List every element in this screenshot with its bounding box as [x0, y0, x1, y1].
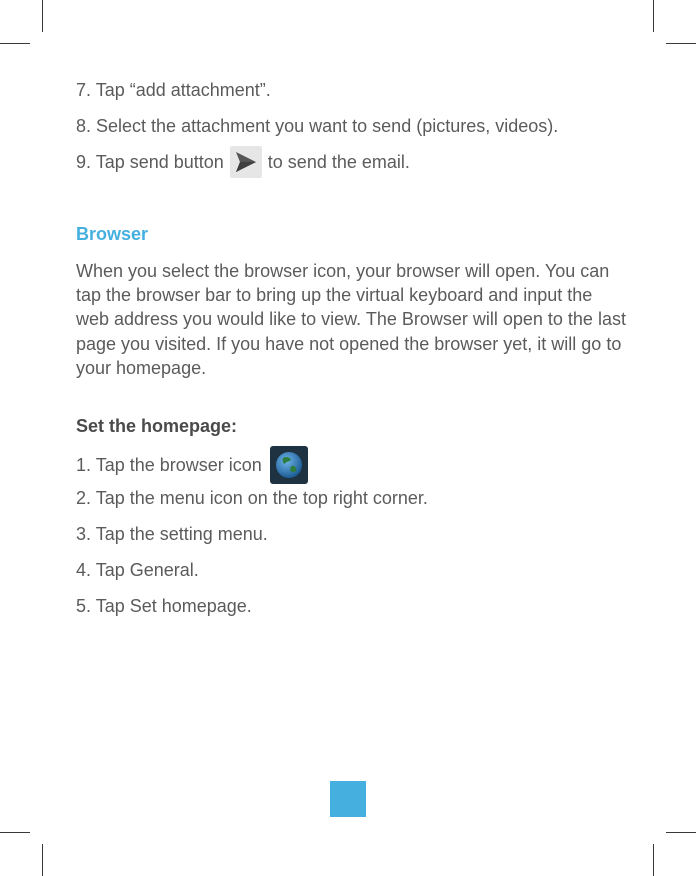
crop-mark-bottom-left-horizontal [0, 832, 30, 833]
step-8: 8. Select the attachment you want to send (pictures, videos). [76, 116, 559, 136]
set-homepage-heading: Set the homepage: [76, 416, 238, 436]
crop-mark-bottom-right-horizontal [666, 832, 696, 833]
step-9-text-before: 9. Tap send button [76, 152, 224, 172]
globe-icon [270, 446, 308, 484]
homepage-step-3: 3. Tap the setting menu. [76, 524, 268, 544]
crop-mark-top-left-vertical [42, 0, 43, 32]
crop-mark-bottom-left-vertical [42, 844, 43, 876]
crop-mark-top-right-vertical [653, 0, 654, 32]
send-arrow-icon [230, 146, 262, 178]
step-9 [76, 146, 410, 178]
crop-mark-bottom-right-vertical [653, 844, 654, 876]
browser-paragraph: When you select the browser icon, your browser will open. You can tap the browser bar to bring up the virtual keyboard and input the web address you would like to view. The Browser will open to the last page you visited. If you have not opened the browser yet, it will go to your homepage. [76, 261, 626, 378]
page-marker [330, 781, 366, 817]
browser-heading: Browser [76, 224, 149, 244]
homepage-step-2: 2. Tap the menu icon on the top right corner. [76, 488, 428, 508]
crop-mark-top-left-horizontal [0, 43, 30, 44]
homepage-step-5: 5. Tap Set homepage. [76, 596, 252, 616]
step-9-text-after: to send the email. [267, 152, 410, 172]
step-7: 7. Tap “add attachment”. [76, 80, 271, 100]
crop-mark-top-right-horizontal [666, 43, 696, 44]
homepage-step-1 [76, 446, 308, 484]
homepage-step-1-text: 1. Tap the browser icon [76, 455, 262, 475]
homepage-step-4: 4. Tap General. [76, 560, 199, 580]
